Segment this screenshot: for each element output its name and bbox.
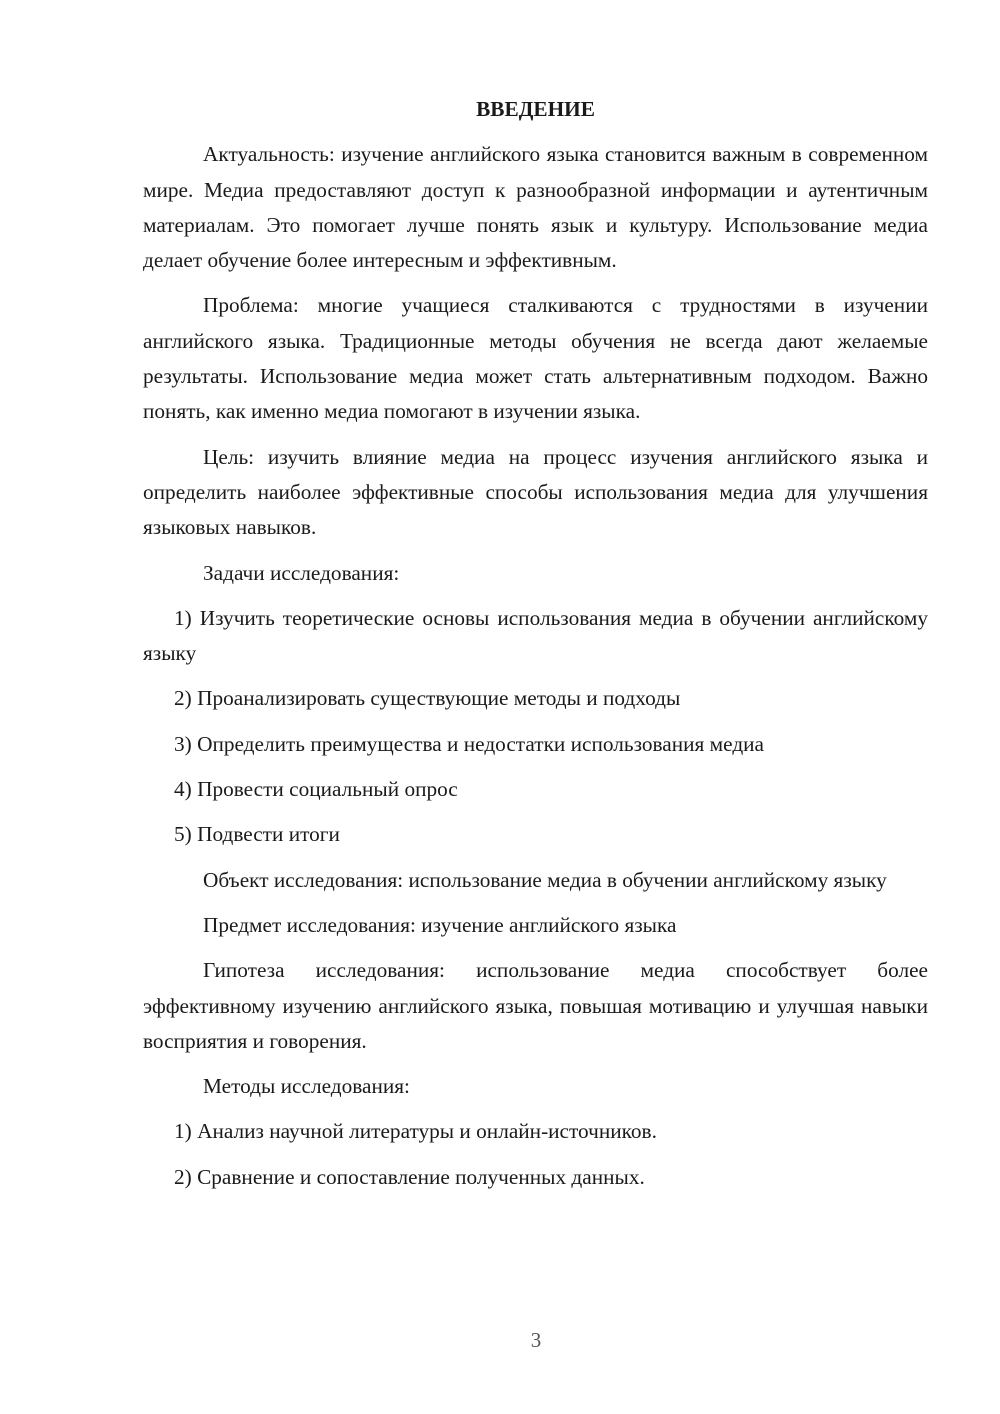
- method-item-1: 1) Анализ научной литературы и онлайн-источников.: [174, 1119, 657, 1144]
- paragraph-hypothesis: Гипотеза исследования: использование медиа способствует более эффективному изучению английского языка, повышая мотивацию и улучшая навыки восприятия и говорения.: [143, 958, 928, 1053]
- paragraph-relevance: Актуальность: изучение английского языка становится важным в современном мире. Медиа предоставляют доступ к разнообразной информации и аутентичным материалам. Это помогает лучше понять язык и культуру. Использование медиа делает обучение более интересным и эффективным.: [143, 142, 928, 273]
- methods-heading: Методы исследования:: [203, 1074, 410, 1099]
- paragraph-problem: Проблема: многие учащиеся сталкиваются с трудностями в изучении английского языка. Традиционные методы обучения не всегда дают желаемые результаты. Использование медиа может стать альтернативным подходом. Важно понять, как именно медиа помогают в изучении языка.: [143, 293, 928, 424]
- paragraph-subject: Предмет исследования: изучение английского языка: [203, 912, 677, 937]
- task-item-2: 2) Проанализировать существующие методы и подходы: [174, 686, 681, 711]
- method-item-2: 2) Сравнение и сопоставление полученных данных.: [174, 1164, 645, 1189]
- task-item-4: 4) Провести социальный опрос: [174, 777, 458, 802]
- document-page: [143, 92, 928, 1195]
- task-item-1: 1) Изучить теоретические основы использования медиа в обучении английскому языку: [143, 605, 928, 666]
- task-item-5: 5) Подвести итоги: [174, 822, 340, 847]
- paragraph-object: Объект исследования: использование медиа в обучении английскому языку: [203, 867, 887, 892]
- page-number: 3: [530, 1328, 542, 1352]
- section-title: ВВЕДЕНИЕ: [476, 97, 595, 121]
- task-item-3: 3) Определить преимущества и недостатки использования медиа: [174, 731, 765, 756]
- tasks-heading: Задачи исследования:: [203, 560, 400, 585]
- paragraph-goal: Цель: изучить влияние медиа на процесс изучения английского языка и определить наиболее эффективные способы использования медиа для улучшения языковых навыков.: [143, 444, 928, 540]
